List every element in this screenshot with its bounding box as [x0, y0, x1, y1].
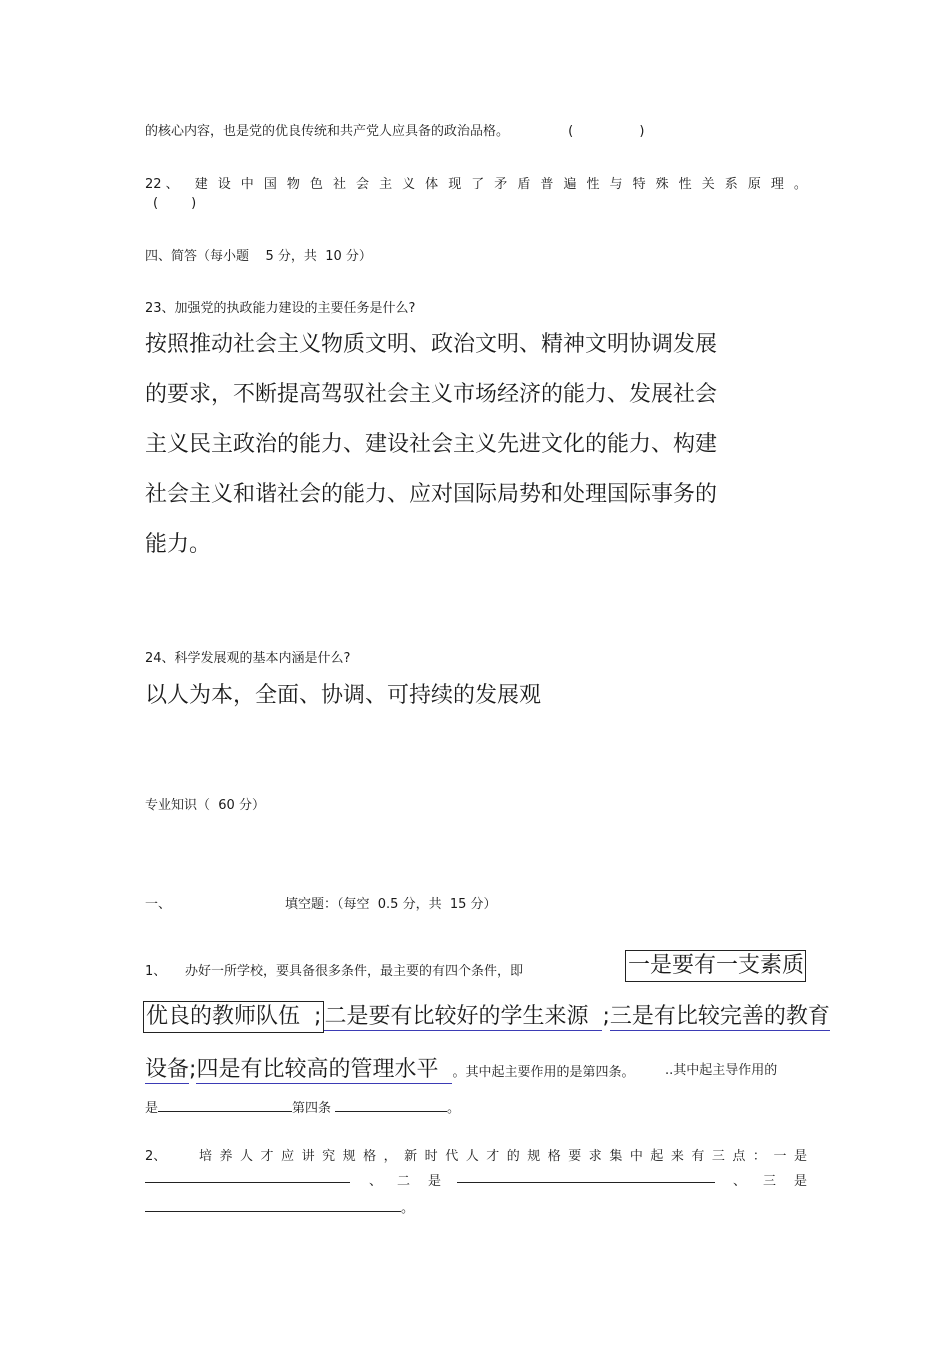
text-char: 时 — [424, 1149, 438, 1164]
item2-end: 。 — [401, 1201, 415, 1216]
text-char: ， — [383, 1149, 397, 1164]
text-char: 普 — [540, 177, 554, 192]
text-char: 格 — [363, 1149, 377, 1164]
item2-sep-1: 、 — [369, 1174, 383, 1189]
text-char: 会 — [356, 177, 370, 192]
text-char: 才 — [260, 1149, 274, 1164]
item1-line2 — [143, 999, 830, 1033]
text-char: 社 — [332, 177, 346, 192]
text-char: 关 — [701, 177, 715, 192]
text-char: 体 — [425, 177, 439, 192]
q21-tail — [145, 120, 644, 139]
item1-after: 。其中起主要作用的是第四条。 — [452, 1065, 635, 1080]
text-char: 色 — [309, 177, 323, 192]
q23-answer-line-3: 主义民主政治的能力、建设社会主义先进文化的能力、构建 — [145, 432, 718, 457]
item1-number: 1、 — [145, 964, 167, 979]
text-char: 应 — [281, 1149, 295, 1164]
text-char: 人 — [465, 1149, 479, 1164]
text-char: 。 — [793, 177, 807, 192]
item1-answer-box-part-b — [143, 1001, 324, 1033]
text-char: 物 — [286, 177, 300, 192]
section4-heading: 四、简答（每小题 5 分，共 10 分） — [145, 249, 372, 264]
item1-answer-2-text: 二是要有比较好的学生来源 — [324, 1004, 589, 1029]
item1-box-b-text: 优良的教师队伍 — [146, 1004, 301, 1029]
fill-section-number: 一、 — [145, 897, 172, 912]
text-char: 起 — [650, 1149, 664, 1164]
semicolon: ; — [314, 1004, 322, 1029]
text-char: 集 — [609, 1149, 623, 1164]
text-char: 讲 — [301, 1149, 315, 1164]
item2-blank-1 — [145, 1170, 350, 1183]
text-char: 的 — [506, 1149, 520, 1164]
text-char: 建 — [194, 177, 208, 192]
q23-question: 23、加强党的执政能力建设的主要任务是什么? — [145, 301, 416, 316]
text-char: ： — [752, 1149, 766, 1164]
text-char: 殊 — [655, 177, 669, 192]
text-char: 遍 — [563, 177, 577, 192]
text-char: 了 — [471, 177, 485, 192]
item1-blank-2 — [335, 1099, 447, 1112]
q23-answer-line-2: 的要求，不断提高驾驭社会主义市场经济的能力、发展社会 — [145, 382, 718, 407]
item1-line4-start: 是 — [145, 1101, 159, 1116]
item1-after-2: ..其中起主导作用的 — [665, 1063, 778, 1078]
item1-line3 — [145, 1052, 634, 1083]
item1-line4-end: 。 — [447, 1101, 461, 1116]
text-char: 规 — [342, 1149, 356, 1164]
text-char: 原 — [747, 177, 761, 192]
text-char: 性 — [586, 177, 600, 192]
item2-number: 2、 — [145, 1149, 167, 1164]
semicolon: ; — [602, 1004, 610, 1029]
item2-line3 — [145, 1197, 414, 1216]
item1-blank-1 — [158, 1099, 292, 1112]
text-char: 现 — [448, 177, 462, 192]
item1-line4-mid: 第四条 — [292, 1101, 332, 1116]
text-char: 设 — [217, 177, 231, 192]
item1-line4 — [145, 1097, 460, 1116]
text-char: 代 — [445, 1149, 459, 1164]
q24-question: 24、科学发展观的基本内涵是什么? — [145, 651, 351, 666]
q23-answer-line-1: 按照推动社会主义物质文明、政治文明、精神文明协调发展 — [145, 332, 718, 357]
item2-blank-2 — [457, 1170, 715, 1183]
q22-number: 22 、 — [145, 177, 179, 192]
text-char: 是 — [793, 1149, 807, 1164]
item1-answer-4 — [196, 1057, 452, 1084]
text-char: 点 — [732, 1149, 746, 1164]
semicolon: ; — [189, 1057, 197, 1082]
text-char: 才 — [486, 1149, 500, 1164]
text-char: 主 — [379, 177, 393, 192]
fill-section-heading: 填空题：（每空 0.5 分，共 15 分） — [285, 897, 497, 912]
item2-blank-3 — [145, 1199, 401, 1212]
text-char: 规 — [527, 1149, 541, 1164]
text-char: 有 — [691, 1149, 705, 1164]
item2-line2 — [145, 1170, 826, 1189]
professional-heading: 专业知识（ 60 分） — [145, 798, 265, 813]
q22-answer-paren: ( ) — [153, 196, 197, 211]
text-char: 要 — [568, 1149, 582, 1164]
text-char: 国 — [263, 177, 277, 192]
text-char: 与 — [609, 177, 623, 192]
text-char: 究 — [322, 1149, 336, 1164]
item1-answer-3b: 设备 — [145, 1057, 190, 1082]
q24-answer: 以人为本，全面、协调、可持续的发展观 — [145, 683, 542, 708]
item2-two-label: 二是 — [397, 1174, 460, 1189]
q22-line — [145, 173, 807, 192]
text-char: 性 — [678, 177, 692, 192]
q22-text — [195, 173, 807, 192]
text-char: 盾 — [517, 177, 531, 192]
item1-answer-box-part-a: 一是要有一支素质 — [625, 950, 806, 982]
text-char: 格 — [547, 1149, 561, 1164]
text-char: 来 — [670, 1149, 684, 1164]
text-char: 一 — [773, 1149, 787, 1164]
text-char: 义 — [402, 177, 416, 192]
item1-answer-4-text: 四是有比较高的管理水平 — [196, 1057, 439, 1082]
text-char: 理 — [770, 177, 784, 192]
text-char: 培 — [199, 1149, 213, 1164]
text-char: 中 — [240, 177, 254, 192]
item1-answer-3a: 三是有比较完善的教育 — [609, 1004, 830, 1029]
item2-sep-2: 、 — [733, 1174, 747, 1189]
text-char: 特 — [632, 177, 646, 192]
item2-three-label: 三是 — [763, 1174, 826, 1189]
item2-text — [199, 1145, 807, 1164]
text-char: 中 — [629, 1149, 643, 1164]
text-char: 新 — [404, 1149, 418, 1164]
text-char: 人 — [240, 1149, 254, 1164]
q21-answer-paren: ( ) — [568, 124, 645, 139]
text-char: 求 — [588, 1149, 602, 1164]
text-char: 系 — [724, 177, 738, 192]
q21-text: 的核心内容，也是党的优良传统和共产党人应具备的政治品格。 — [145, 124, 510, 139]
q23-answer-line-4: 社会主义和谐社会的能力、应对国际局势和处理国际事务的 — [145, 482, 718, 507]
item1-answer-2 — [324, 1004, 602, 1031]
text-char: 养 — [219, 1149, 233, 1164]
text-char: 三 — [711, 1149, 725, 1164]
item1-text: 办好一所学校，要具备很多条件，最主要的有四个条件，即 — [185, 964, 524, 979]
text-char: 矛 — [494, 177, 508, 192]
q23-answer-line-5: 能力。 — [145, 532, 212, 557]
